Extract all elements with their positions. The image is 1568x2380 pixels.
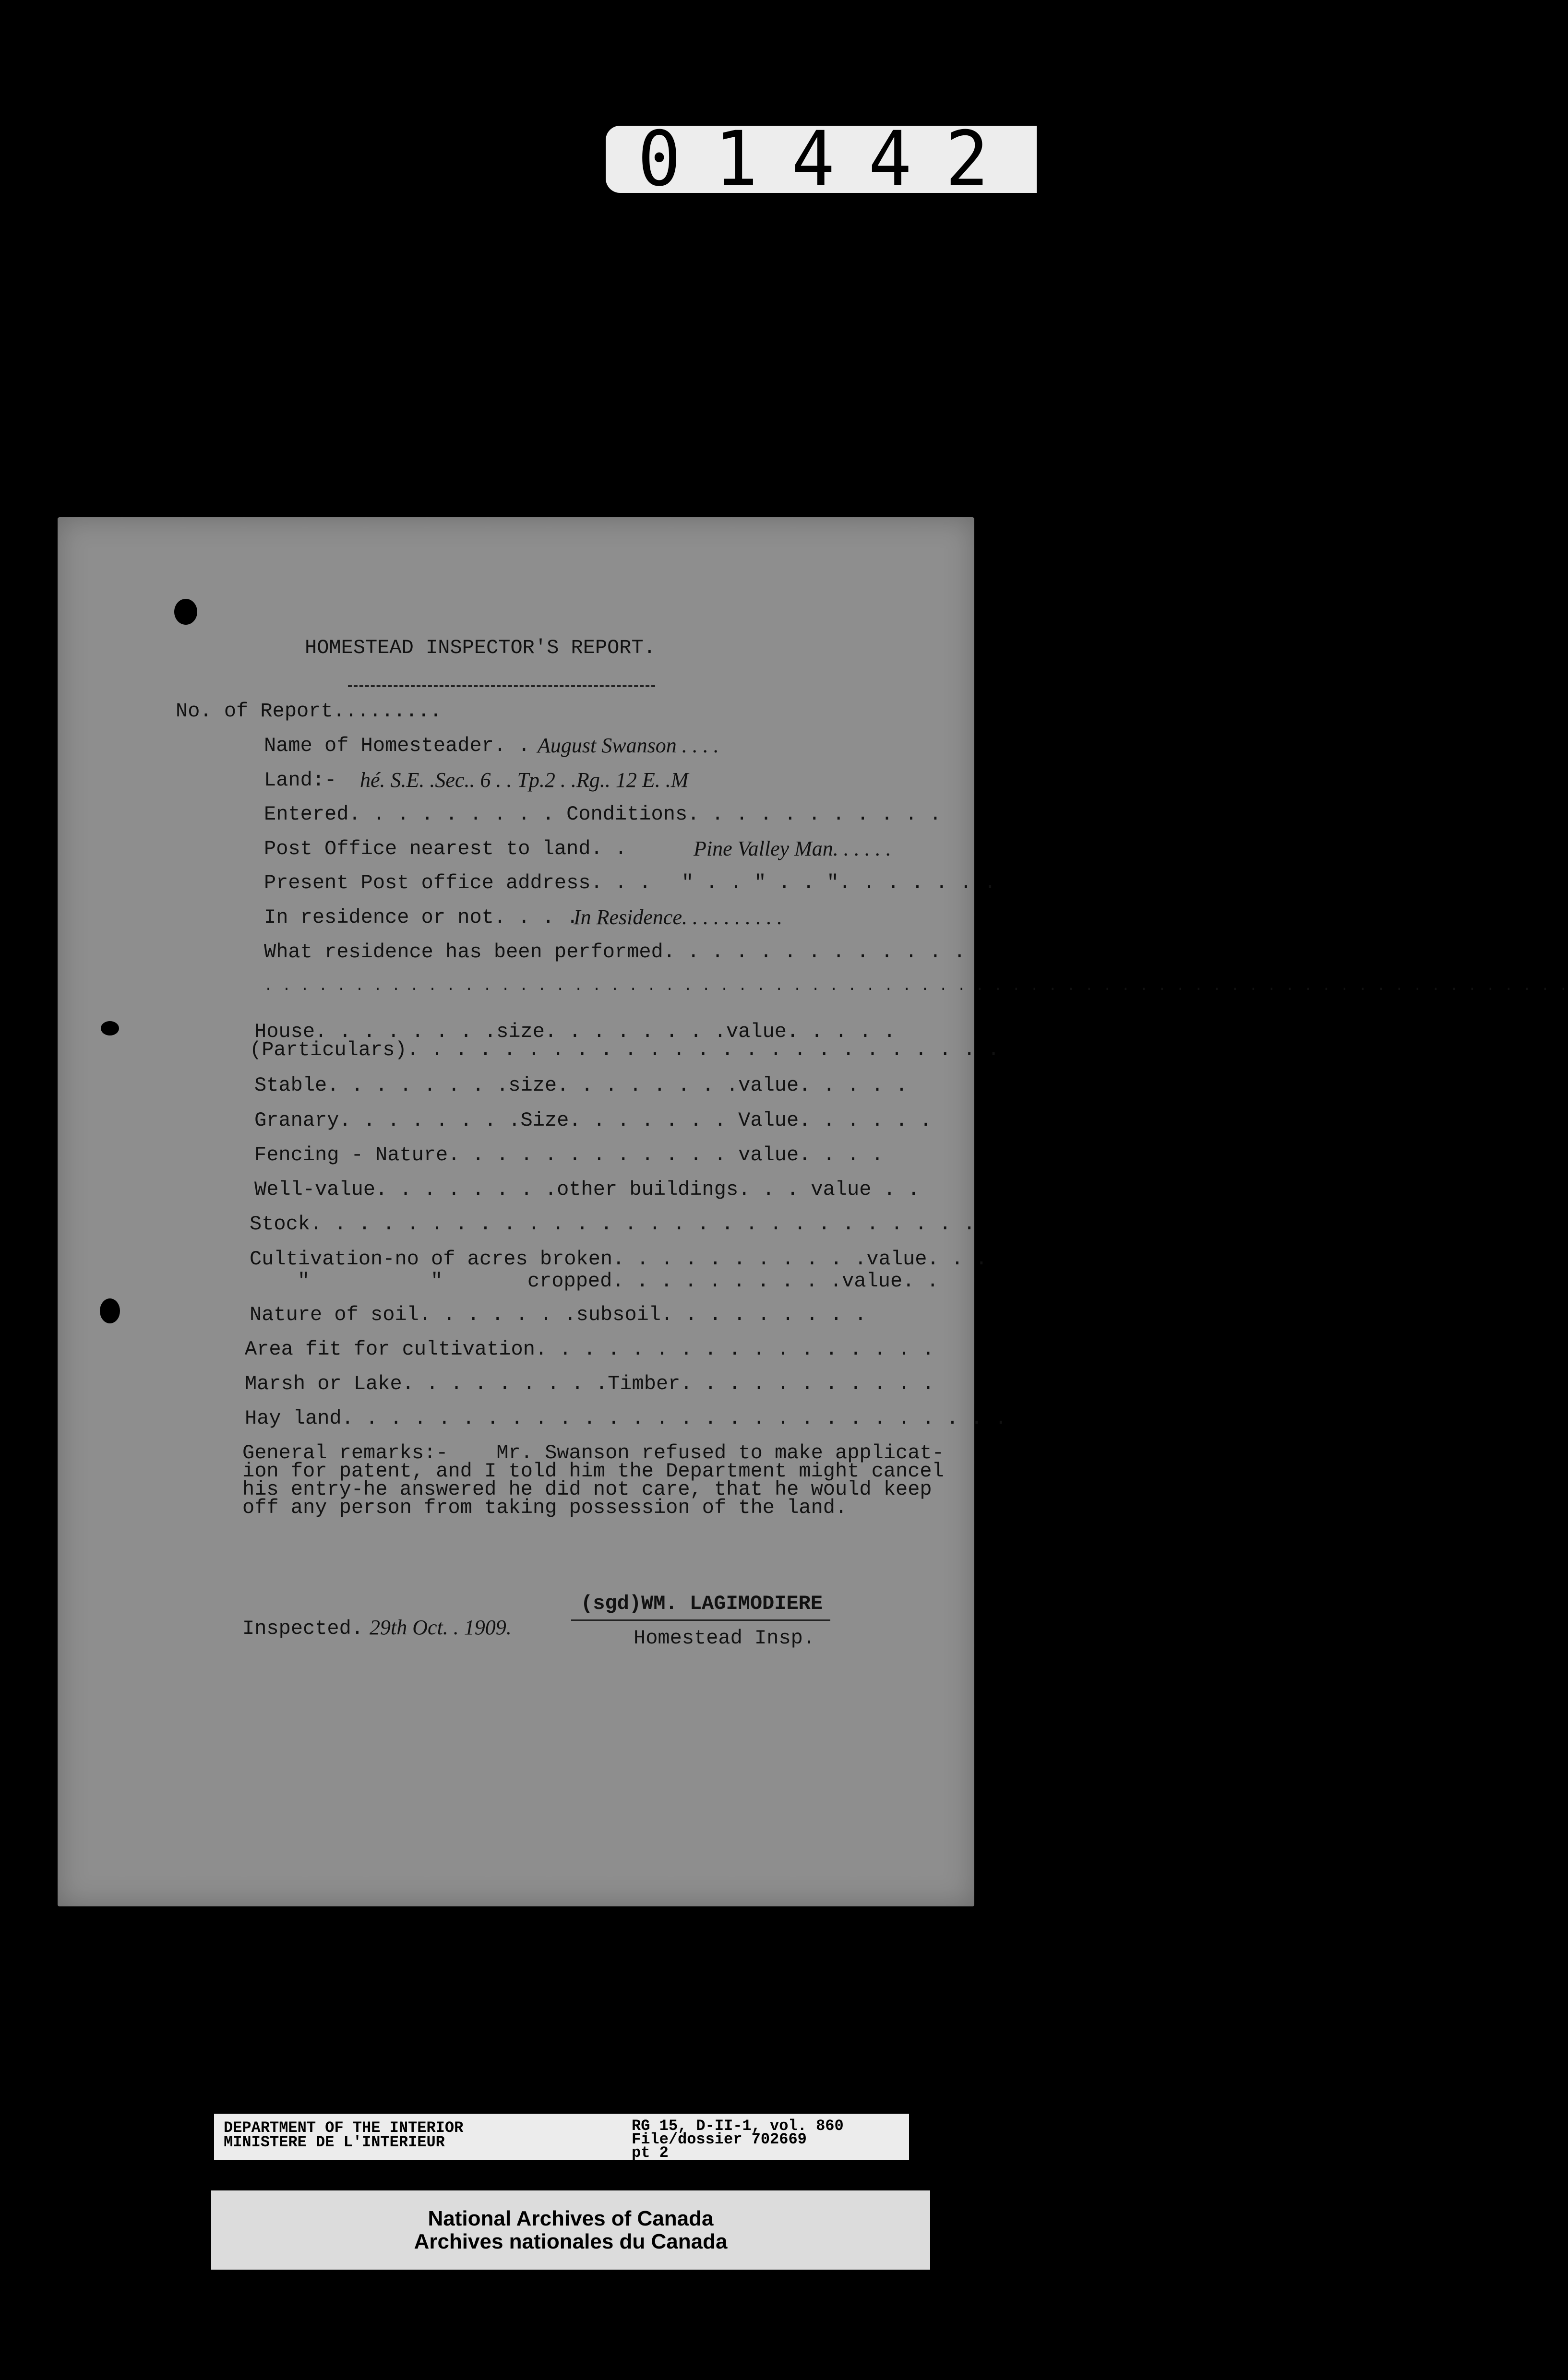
present-address-value: " . . " . . ". . . . . . . [682,871,996,894]
fencing-line: Fencing - Nature. . . . . . . . . . . . value. . . . [254,1143,884,1166]
signer-title: Homestead Insp. [634,1627,815,1650]
archives-banner [211,2190,930,2270]
remarks-line-1: General remarks:- Mr. Swanson refused to make applicat- [242,1441,944,1464]
post-office-value: Pine Valley Man. . . . . . [694,837,891,860]
archive-stamp-number [561,115,1037,203]
residence-value: In Residence. . . . . . . . . . [574,905,782,929]
archives-name-french: Archives nationales du Canada [414,2230,728,2253]
marsh-line: Marsh or Lake. . . . . . . . .Timber. . . . . . . . . . . [245,1372,934,1395]
residence-label: In residence or not. . . . [264,906,579,929]
cultivation-cropped-line: " " cropped. . . . . . . . . .value. . [298,1270,939,1293]
land-label: Land:- [264,769,349,792]
signature: (sgd)WM. LAGIMODIERE [581,1592,823,1615]
entered-line: Entered. . . . . . . . . Conditions. . . . . . . . . . . [264,803,942,826]
punch-hole [174,599,197,625]
remarks-line-4: off any person from taking possession of the land. [242,1496,848,1519]
stock-line: Stock. . . . . . . . . . . . . . . . . . . . . . . . . . . . [250,1213,976,1236]
residence-performed: What residence has been performed. . . . . . . . . . . . . [264,940,966,964]
blank-dots-line: . . . . . . . . . . . . . . . . . . . . . . . . . . . . . . . . . . . . . . . . . . . . . . . . . . . . . . . . . . . . . . . . . . . . . . . . [264,978,1568,995]
well-line: Well-value. . . . . . . .other buildings. . . value . . [254,1178,920,1201]
stable-line: Stable. . . . . . . .size. . . . . . . .value. . . . . [254,1074,908,1097]
land-value: hé. S.E. .Sec.. 6 . . Tp.2 . .Rg.. 12 E. .M [360,768,689,792]
soil-line: Nature of soil. . . . . . .subsoil. . . . . . . . . [250,1303,867,1326]
signature-underline [571,1619,830,1621]
granary-line: Granary. . . . . . . .Size. . . . . . . Value. . . . . . [254,1109,932,1132]
dept-french: MINISTERE DE L'INTERIEUR [224,2133,445,2151]
name-label: Name of Homesteader. . [264,734,530,757]
reference-line-2: File/dossier 702669 [632,2130,807,2148]
archive-reference-label [214,2114,909,2160]
cultivation-broken-line: Cultivation-no of acres broken. . . . . . . . . . .value. . . [250,1248,988,1271]
punch-hole [100,1298,120,1323]
archives-name-english: National Archives of Canada [428,2207,714,2230]
title-underline [348,685,655,687]
particulars-line: (Particulars). . . . . . . . . . . . . . . . . . . . . . . . . [250,1038,1000,1061]
inspected-label: Inspected. [242,1617,364,1640]
document-page [58,517,1568,1906]
remarks-line-2: ion for patent, and I told him the Department might cancel [242,1460,944,1483]
no-of-report: No. of Report......... [176,700,442,723]
area-fit-line: Area fit for cultivation. . . . . . . . . . . . . . . . . [245,1338,934,1361]
inspected-date: 29th Oct. . 1909. [370,1616,512,1639]
reference-line-1: RG 15, D-II-1, vol. 860 [632,2117,844,2135]
reference-line-3: pt 2 [632,2144,669,2162]
remarks-line-3: his entry-he answered he did not care, that he would keep [242,1478,932,1501]
stamp-number-text: 001442 [561,115,1022,203]
house-line: House. . . . . . . .size. . . . . . . .value. . . . . [254,1020,896,1043]
dept-english: DEPARTMENT OF THE INTERIOR [224,2119,464,2137]
hay-land-line: Hay land. . . . . . . . . . . . . . . . . . . . . . . . . . . . [245,1407,1007,1430]
post-office-label: Post Office nearest to land. . [264,837,627,860]
punch-hole [101,1021,119,1035]
present-address-label: Present Post office address. . . [264,871,651,894]
report-title: HOMESTEAD INSPECTOR'S REPORT. [305,636,656,659]
name-value: August Swanson . . . . [538,734,719,757]
